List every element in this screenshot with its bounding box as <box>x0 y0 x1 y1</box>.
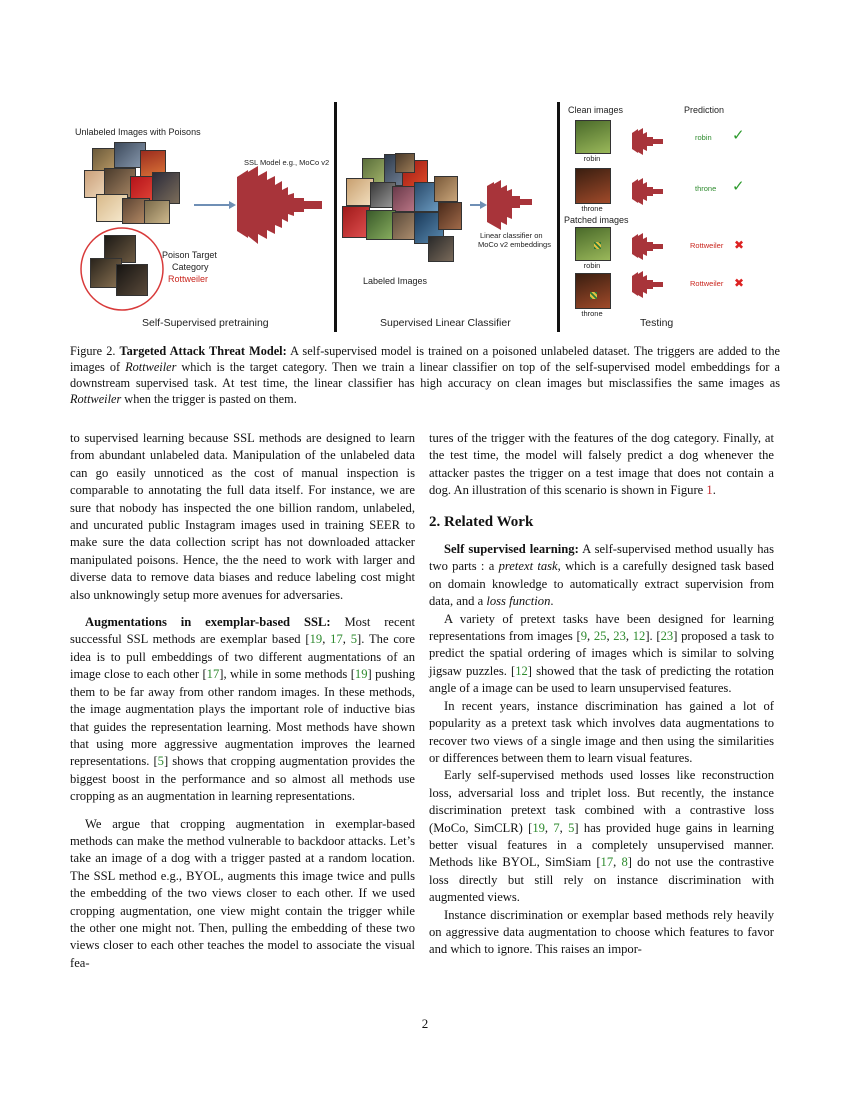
section-heading-related-work: 2. Related Work <box>429 513 534 530</box>
right-p5-a: Early self-supervised methods used losses like reconstruction loss, adversarial loss and triplet loss. But recently, the instance discrimination pretext task combined with a contrastive loss (MoCo, SimCLR) [ <box>429 768 774 835</box>
left-p2-e: ] shows that cropping augmentation provides the biggest boost in the performance and so almost all methods use cropping as an augmentation in learning representations. <box>70 754 415 804</box>
threat-model-figure <box>62 98 788 336</box>
left-p2-a: Most recent successful SSL methods are exemplar based [ <box>70 615 415 647</box>
citation-sep: , <box>625 629 633 644</box>
poison-target-line2: Category <box>172 262 209 272</box>
right-p1-a: tures of the trigger with the features of the dog category. Finally, at the test time, the model will falsely predict a dog whenever the attacker pastes the trigger on a test image that does not contain a dog. An illustration of this scenario is shown in Figure <box>429 431 774 498</box>
prediction-header: Prediction <box>684 105 725 115</box>
right-p2-b: , which is a carefully designed task based on domain knowledge to automatically extract supervision from data, and a <box>429 559 774 609</box>
clean-image-robin <box>575 120 611 154</box>
right-paragraph-4: In recent years, instance discrimination has gained a lot of popularity as a pretext task which involves data augmentations to recover two views of a single image and then using the similarities or differences between them to learn visual features. <box>429 698 774 765</box>
citation-link[interactable]: 17 <box>330 632 343 647</box>
patched-image-robin <box>575 227 611 261</box>
left-column <box>70 430 415 972</box>
right-paragraph-6: Instance discrimination or exemplar based methods rely heavily on aggressive data augmentation to choose which features to favor and which to ignore. This raises an impor- <box>429 907 774 957</box>
poison-target-class: Rottweiler <box>168 274 209 284</box>
prediction-4: Rottweiler <box>690 279 724 288</box>
poison-target-line1: Poison Target <box>162 250 217 260</box>
patched-images-header: Patched images <box>564 215 629 225</box>
linear-classifier-icon <box>487 180 532 230</box>
right-paragraph-1 <box>429 430 774 500</box>
middle-panel-title: Supervised Linear Classifier <box>380 317 511 329</box>
ssl-model-icon <box>237 166 322 244</box>
citation-link[interactable]: 5 <box>350 632 358 647</box>
citation-link[interactable]: 17 <box>206 667 220 682</box>
linear-classifier-line1: Linear classifier on <box>480 231 543 240</box>
citation-sep: , <box>559 820 569 835</box>
right-p2-a: A self-supervised method usually has two parts : a <box>429 542 774 574</box>
left-paragraph-3: We argue that cropping augmentation in exemplar-based methods can make the method vulnerable to backdoor attacks. Let’s take an image of a dog with a trigger pasted at a random location. The SSL method e.g., BYOL, augments this image twice and pulls the embedding of the two views closer to each other. If we used cropping augmentation, one view might contain the trigger while the other one might not. Then, pulling the embedding of these two views closer to each other teaches the model to associate the visual fea- <box>70 816 415 970</box>
citation-link[interactable]: 19 <box>532 820 545 835</box>
linear-classifier-line2: MoCo v2 embeddings <box>478 240 551 249</box>
clean-image-robin-label: robin <box>583 154 601 163</box>
patched-image-throne <box>575 273 611 309</box>
citation-link[interactable]: 12 <box>632 629 646 644</box>
left-paragraph-2 <box>70 614 415 805</box>
citation-link[interactable]: 7 <box>553 820 560 835</box>
cross-icon-1: ✖ <box>734 238 745 252</box>
figure-caption <box>70 343 780 407</box>
right-column <box>429 430 774 959</box>
left-paragraph-1: to supervised learning because SSL methods are designed to learn from abundant unlabeled data. Manipulation of the unlabeled data can go easily unnoticed as the cost of manual inspection is comparable to annotating the full data itself. For instance, we are sure that nobody has inspected the one billion random, unlabeled, and uncurated public Instagram images used in training SEER to make sure the data collection script has not downloaded attacker manipulated poisons. Hence, the the need to work with larger and diverse data to remove data biases and reduce labeling cost might also unknowingly setup more avenues for adversaries. <box>70 431 415 602</box>
right-p3-d: ] showed that the task of predicting the rotation angle of a image can be used to learn unsupervised features. <box>429 663 774 696</box>
caption-figure-label: Figure 2. <box>70 344 116 358</box>
caption-text-3: when the trigger is pasted on them. <box>121 392 297 406</box>
panel-divider-2 <box>557 102 560 332</box>
right-p2-c: . <box>550 594 554 609</box>
citation-sep: , <box>586 629 594 644</box>
right-p5-c: ] do not use the contrastive loss directly but still rely on instance discrimination with augmented views. <box>429 855 775 905</box>
left-p2-b: ]. The core idea is to pull embeddings of two different augmentations of an image close to each other [ <box>70 632 416 682</box>
ssl-model-label: SSL Model e.g., MoCo v2 <box>244 158 330 167</box>
caption-text-1: A self-supervised model is trained on a poisoned unlabeled dataset. The triggers are added to the images of <box>70 344 781 374</box>
citation-link[interactable]: 8 <box>621 855 628 870</box>
right-p2-em2: loss function <box>486 594 551 609</box>
left-p2-c: ], while in some methods [ <box>219 667 355 682</box>
test-model-icon-4 <box>632 271 663 298</box>
arrow-to-linear-head <box>480 201 487 209</box>
citation-link[interactable]: 19 <box>309 632 323 647</box>
check-icon-1: ✓ <box>732 126 745 144</box>
cross-icon-2: ✖ <box>734 276 745 290</box>
figure-reference-link[interactable]: 1 <box>706 483 713 498</box>
caption-title: Targeted Attack Threat Model: <box>119 344 287 358</box>
test-model-icon-1 <box>632 128 663 155</box>
prediction-2: throne <box>695 184 717 193</box>
clean-image-throne-label: throne <box>581 204 603 213</box>
citation-link[interactable]: 12 <box>515 663 528 678</box>
right-paragraph-2 <box>429 541 774 611</box>
clean-images-header: Clean images <box>568 105 624 115</box>
citation-link[interactable]: 9 <box>580 629 587 644</box>
clean-image-throne <box>575 168 611 204</box>
right-p1-b: . <box>712 483 716 498</box>
right-panel-title: Testing <box>640 317 674 329</box>
citation-sep: , <box>606 629 614 644</box>
right-p2-bold: Self supervised learning: <box>444 542 579 557</box>
left-panel-title: Self-Supervised pretraining <box>142 317 269 329</box>
citation-link[interactable]: 23 <box>660 629 674 644</box>
patched-image-throne-label: throne <box>581 309 603 318</box>
citation-link[interactable]: 5 <box>157 754 164 769</box>
patched-image-robin-label: robin <box>583 261 601 270</box>
citation-sep: , <box>342 632 351 647</box>
right-p3-c: ] proposed a task to predict the spatial ordering of images which is similar to solving jigsaw puzzles. [ <box>429 629 775 678</box>
test-model-icon-3 <box>632 233 663 260</box>
right-p5-b: ] has provided huge gains in learning better visual features in a completely unsupervised manner. Methods like BYOL, SimSiam [ <box>429 820 775 870</box>
citation-sep: , <box>544 820 554 835</box>
right-p3-b: ]. [ <box>645 629 661 644</box>
citation-link[interactable]: 17 <box>600 855 614 870</box>
test-model-icon-2 <box>632 178 663 205</box>
citation-link[interactable]: 23 <box>613 629 626 644</box>
citation-sep: , <box>322 632 331 647</box>
prediction-1: robin <box>695 133 712 142</box>
left-p2-d: ] pushing them to be far away from other random images. In these methods, the image augmentation plays the important role of inductive bias that guides the representation learning. Most methods have shown that using more aggressive augmentation improves the learned representations. [ <box>70 667 415 769</box>
check-icon-2: ✓ <box>732 177 745 195</box>
left-p2-bold: Augmentations in exemplar-based SSL: <box>85 615 331 630</box>
right-p3-a: A variety of pretext tasks have been designed for learning representations from images [ <box>429 611 774 644</box>
caption-text-2: which is the target category. Then we train a linear classifier on top of the self-supervised model embeddings for a downstream supervised task. At test time, the linear classifier has high accuracy on clean images but misclassifies the same images as <box>70 360 780 390</box>
labeled-images-label: Labeled Images <box>363 276 428 286</box>
right-p2-em1: pretext task <box>498 559 558 574</box>
citation-link[interactable]: 5 <box>568 820 575 835</box>
caption-em-1: Rottweiler <box>125 360 177 374</box>
citation-link[interactable]: 25 <box>593 629 607 644</box>
page-number: 2 <box>421 1016 429 1031</box>
arrow-to-ssl-head <box>229 201 236 209</box>
prediction-3: Rottweiler <box>690 241 724 250</box>
citation-sep: , <box>613 855 622 870</box>
right-paragraph-5 <box>429 767 774 906</box>
caption-em-2: Rottweiler <box>70 392 122 406</box>
unlabeled-images-label: Unlabeled Images with Poisons <box>75 127 201 137</box>
citation-link[interactable]: 19 <box>354 667 368 682</box>
panel-divider-1 <box>334 102 337 332</box>
right-paragraph-3 <box>429 611 774 698</box>
